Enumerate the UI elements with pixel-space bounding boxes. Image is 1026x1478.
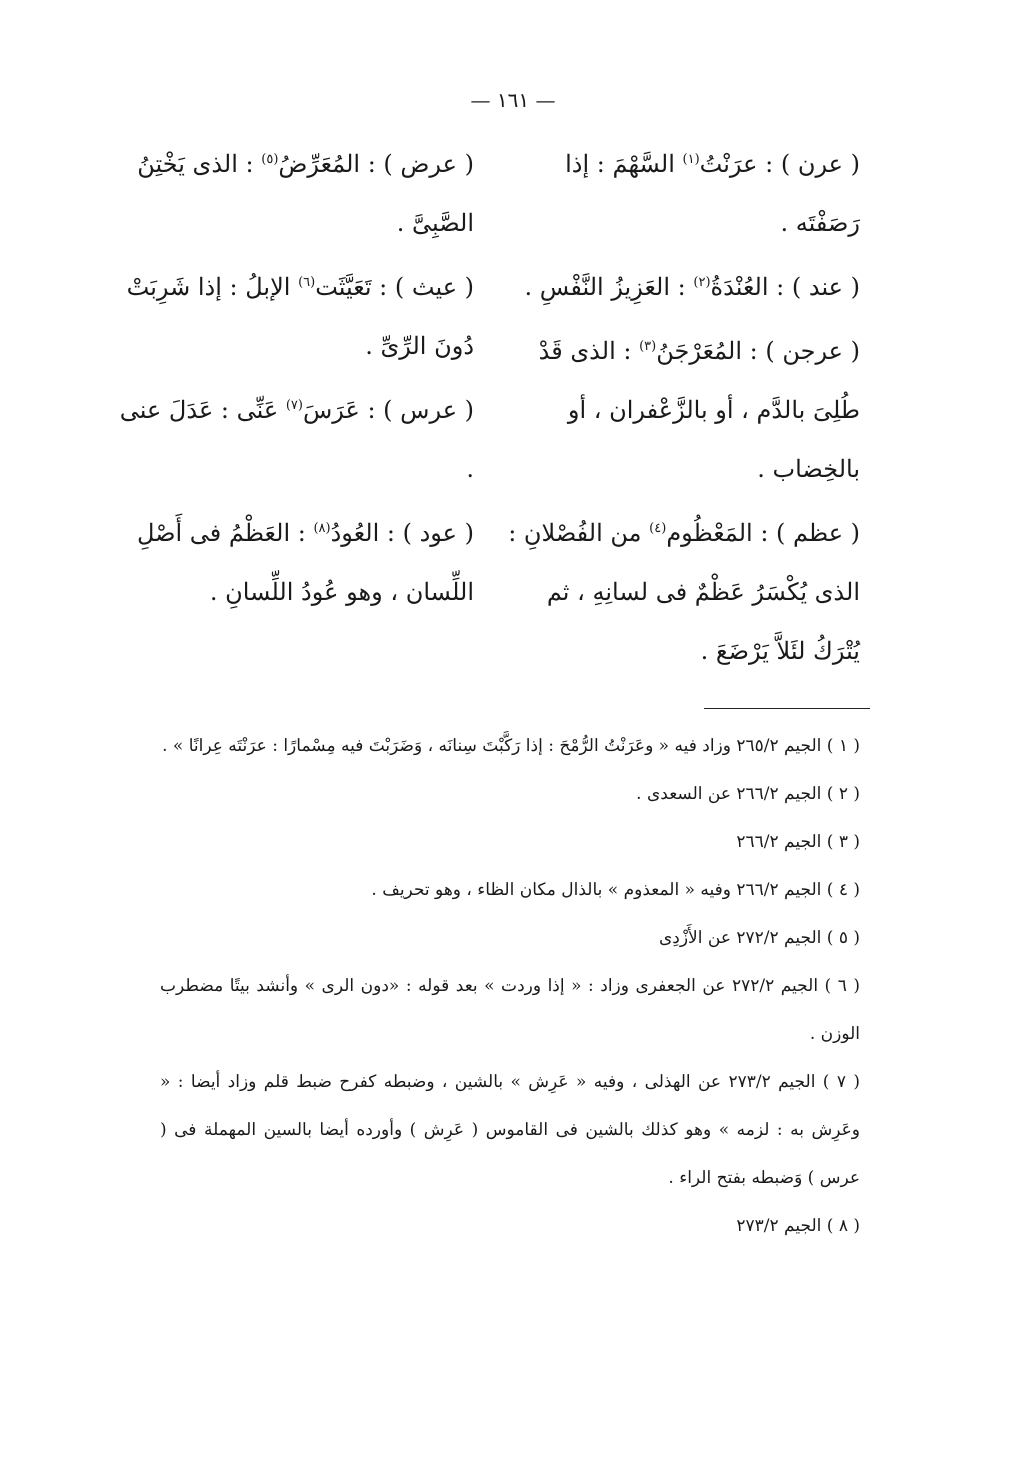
- footnote-ref: (٨): [313, 521, 331, 536]
- left-column: [119, 130, 474, 622]
- entry: [505, 130, 860, 253]
- footnote: ( ٢ ) الجيم ٢٦٦/٢ عن السعدى .: [636, 784, 860, 804]
- entry: [505, 499, 860, 681]
- footnote-ref: (٢): [693, 275, 711, 290]
- footnotes: [160, 722, 860, 1250]
- entry-definition: السَّهْمَ : إذا رَصَفْتَه .: [565, 150, 860, 237]
- footnote: ( ٤ ) الجيم ٢٦٦/٢ وفيه « المعذوم » بالذال مكان الظاء ، وهو تحريف .: [371, 880, 860, 900]
- entry-headword: ( عظم ) : المَعْظُوم: [666, 519, 860, 547]
- entry-headword: ( عود ) : العُودُ: [330, 519, 474, 547]
- footnote-ref: (١): [682, 152, 700, 167]
- entry: [119, 499, 474, 622]
- page-number: — ١٦١ —: [470, 88, 556, 112]
- entry-headword: ( عرض ) : المُعَرِّضُ: [278, 150, 474, 178]
- footnote-ref: (٧): [285, 398, 303, 413]
- entry-headword: ( عند ) : العُنْدَةُ: [710, 273, 860, 301]
- footnote-ref: (٣): [639, 339, 657, 354]
- entry-definition: : الذى يَخْتِنُ الصَّبِىَّ .: [137, 150, 474, 237]
- footnote: ( ١ ) الجيم ٢٦٥/٢ وزاد فيه « وعَرَنْتُ الرُّمْحَ : إذا رَكَّبْتَ سِنانَه ، وَضَرَبْتَ فيه مِسْمارًا : عرَنْتَه عِرانًا » .: [162, 736, 860, 756]
- right-column: [505, 130, 860, 681]
- entry-definition: عَنِّى : عَدَلَ عنى .: [119, 396, 474, 483]
- entry: [505, 317, 860, 499]
- entry-definition: : العَزِيزُ النَّفْسِ .: [524, 273, 694, 301]
- entry-headword: ( عرس ) : عَرَسَ: [302, 396, 474, 424]
- footnote: ( ٣ ) الجيم ٢٦٦/٢: [736, 832, 860, 852]
- footnote: ( ٦ ) الجيم ٢٧٢/٢ عن الجعفرى وزاد : « إذا وردت » بعد قوله : «دون الرى » وأنشد بيتًا مضطرب الوزن .: [160, 976, 861, 1044]
- footnote: ( ٨ ) الجيم ٢٧٣/٢: [736, 1216, 860, 1236]
- entry-headword: ( عرن ) : عرَنْتُ: [699, 150, 860, 178]
- entry: [505, 253, 860, 317]
- footnote-ref: (٥): [261, 152, 279, 167]
- footnote: ( ٥ ) الجيم ٢٧٢/٢ عن الأَزْدِى: [658, 928, 860, 948]
- entry-definition: من الفُصْلانِ : الذى يُكْسَرُ عَظْمٌ فى لسانِهِ ، ثم يُتْرَكُ لئَلاَّ يَرْضَعَ .: [508, 519, 860, 665]
- footnote: ( ٧ ) الجيم ٢٧٣/٢ عن الهذلى ، وفيه « عَرِش » بالشين ، وضبطه كفرح ضبط قلم وزاد أيضا : « وعَرِش به : لزمه » وهو كذلك بالشين فى القاموس ( عَرِش ) وأورده أيضا بالسين المهملة فى ( عرس ) وَضبطه بفتح الراء .: [160, 1072, 860, 1188]
- entry-headword: ( عيث ) : تَعَيَّثَت: [315, 273, 474, 301]
- entry: [119, 253, 474, 376]
- footnote-ref: (٤): [649, 521, 667, 536]
- entry: [119, 130, 474, 253]
- entry-headword: ( عرجن ) : المُعَرْجَنُ: [656, 337, 860, 365]
- entry: [119, 376, 474, 499]
- entry-definition: الإبلُ : إذا شَرِبَتْ دُونَ الرِّىِّ .: [126, 273, 474, 360]
- entry-definition: : العَظْمُ فى أَصْلِ اللِّسان ، وهو عُودُ اللِّسانِ .: [136, 519, 474, 606]
- footnote-ref: (٦): [298, 275, 316, 290]
- entry-definition: : الذى قَدْ طُلِىَ بالدَّم ، أو بالزَّعْفران ، أو بالخِضاب .: [538, 337, 860, 483]
- footnote-divider: [704, 708, 870, 709]
